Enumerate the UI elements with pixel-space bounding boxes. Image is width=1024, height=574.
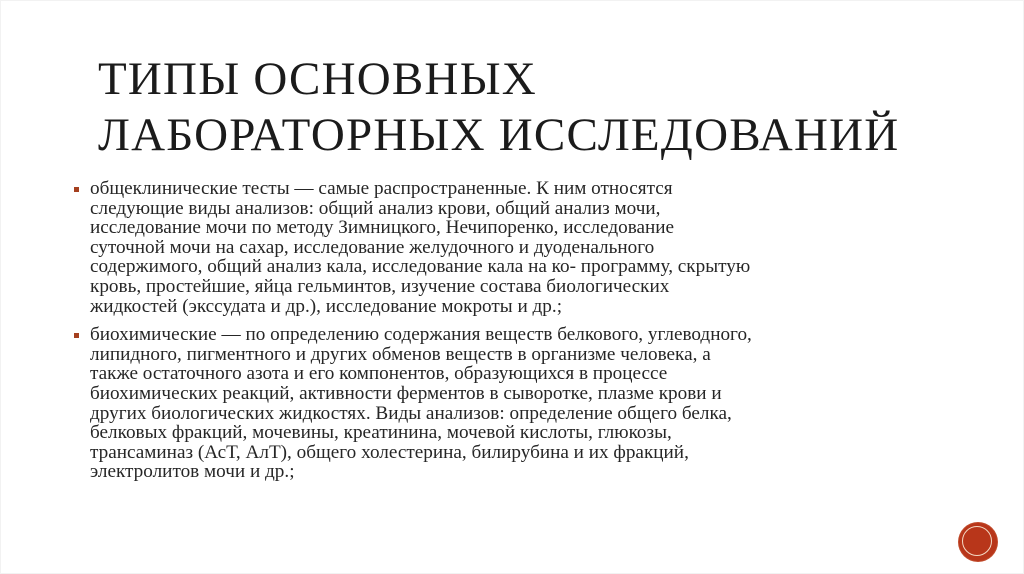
text-line: исследование мочи по методу Зимницкого, Нечипоренко, исследование bbox=[90, 217, 675, 239]
slide-title-line-1: ТИПЫ ОСНОВНЫХ bbox=[98, 53, 537, 105]
bullet-item-general-clinical bbox=[73, 179, 903, 316]
text-line: содержимого, общий анализ кала, исследование кала на ко- программу, скрытую bbox=[90, 256, 751, 278]
text-line: других биологических жидкостях. Виды анализов: определение общего белка, bbox=[90, 402, 732, 424]
text-line: трансаминаз (АсТ, АлТ), общего холестерина, билирубина и их фракций, bbox=[90, 441, 689, 463]
bullet-list bbox=[73, 179, 903, 491]
text-line: белковых фракций, мочевины, креатинина, мочевой кислоты, глюкозы, bbox=[90, 422, 672, 444]
text-line: следующие виды анализов: общий анализ крови, общий анализ мочи, bbox=[90, 197, 661, 219]
square-bullet-icon bbox=[74, 187, 79, 192]
text-line: электролитов мочи и др.; bbox=[90, 461, 295, 483]
bullet-item-biochemical bbox=[73, 325, 903, 482]
slide-title bbox=[98, 51, 938, 163]
text-line: биохимические — по определению содержания веществ белкового, углеводного, bbox=[90, 324, 752, 346]
bullet-text bbox=[90, 325, 903, 482]
bullet-text bbox=[90, 179, 903, 316]
square-bullet-icon bbox=[74, 333, 79, 338]
text-line: липидного, пигментного и других обменов веществ в организме человека, а bbox=[90, 343, 711, 365]
text-line: кровь, простейшие, яйца гельминтов, изучение состава биологических bbox=[90, 275, 670, 297]
circle-button-icon bbox=[962, 526, 992, 556]
text-line: общеклинические тесты — самые распространенные. К ним относятся bbox=[90, 178, 673, 199]
slide-title-line-2: ЛАБОРАТОРНЫХ ИССЛЕДОВАНИЙ bbox=[98, 109, 900, 161]
text-line: также остаточного азота и его компонентов, образующихся в процессе bbox=[90, 363, 668, 385]
text-line: суточной мочи на сахар, исследование желудочного и дуоденального bbox=[90, 236, 655, 258]
text-line: жидкостей (экссудата и др.), исследование мокроты и др.; bbox=[90, 295, 563, 317]
slide-nav-button[interactable] bbox=[959, 523, 997, 561]
text-line: биохимических реакций, активности ферментов в сыворотке, плазме крови и bbox=[90, 382, 722, 404]
